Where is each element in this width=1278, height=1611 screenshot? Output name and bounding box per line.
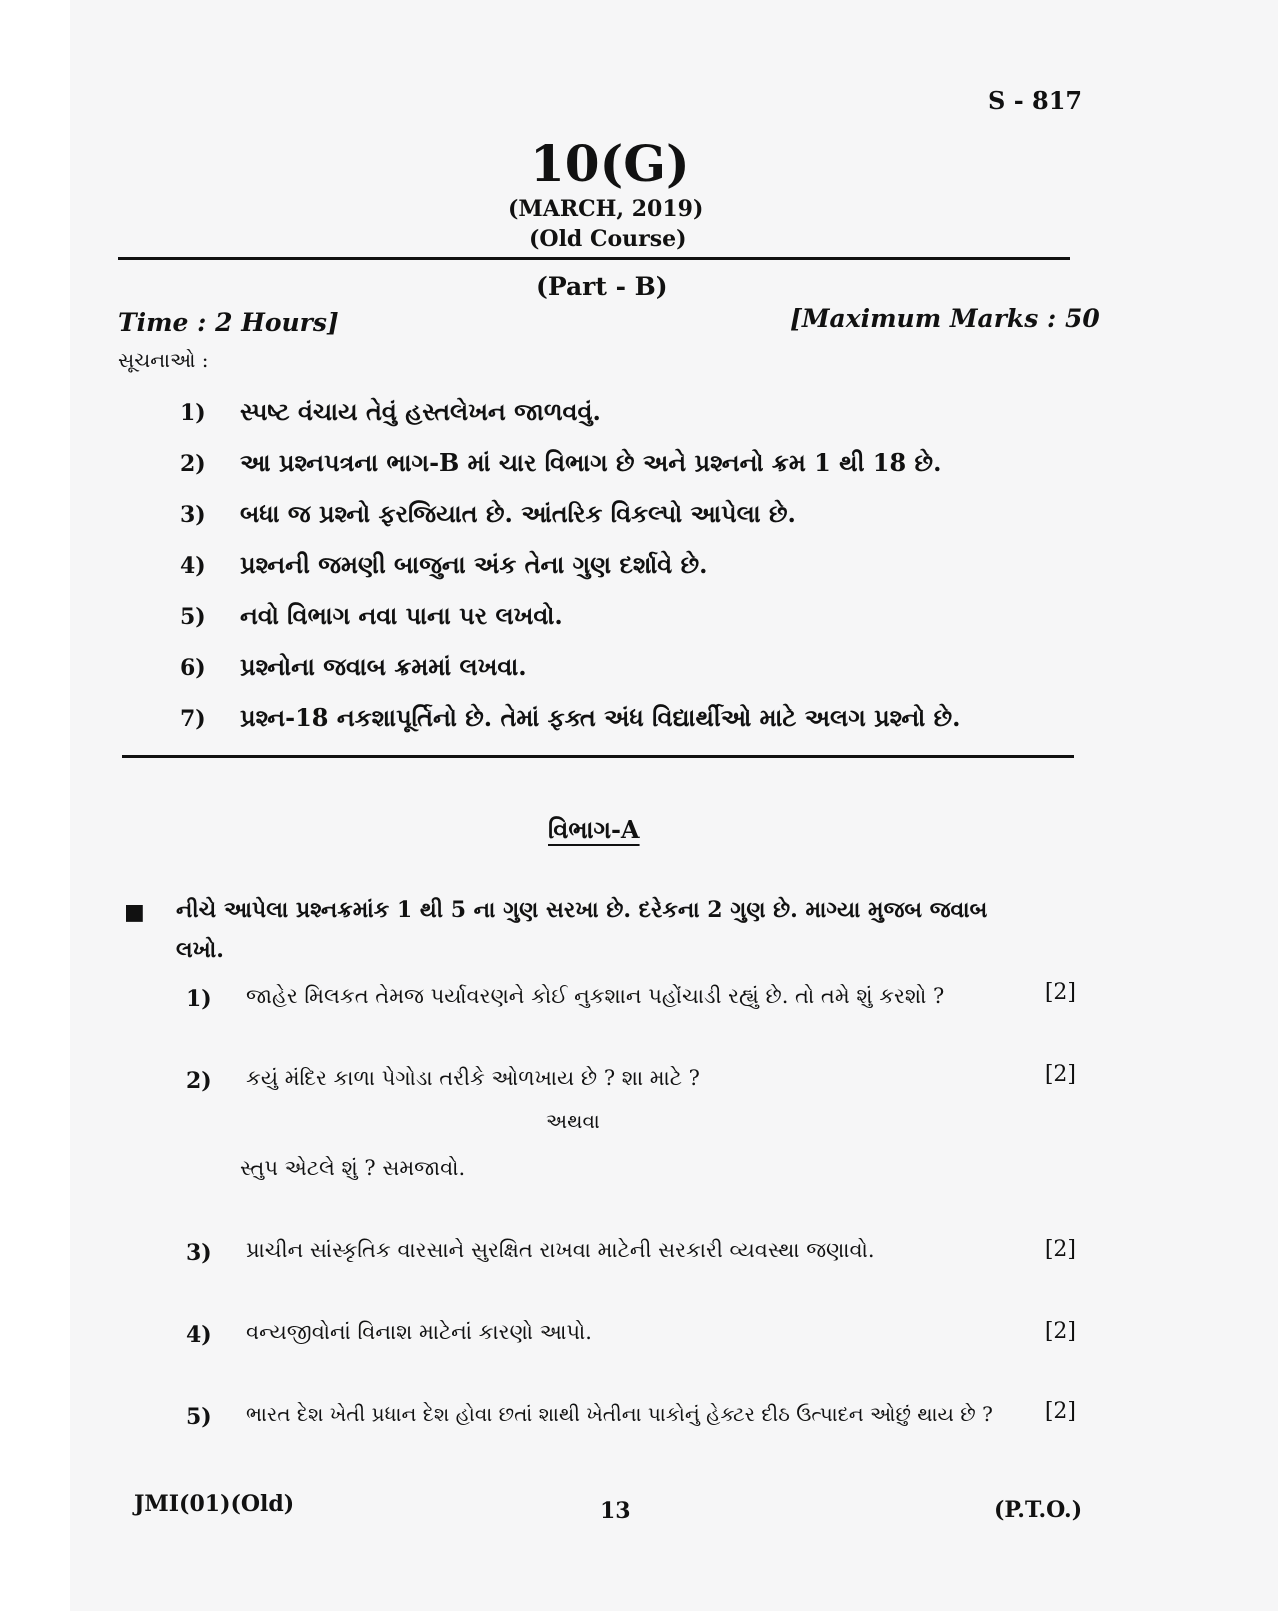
instruction-number: 2) [180,451,206,477]
instruction-number: 1) [180,400,206,426]
question-number: 5) [186,1404,212,1430]
max-marks-label: [Maximum Marks : 50 [790,304,1100,333]
question-marks: [2] [1044,1319,1076,1344]
exam-session: (MARCH, 2019) [508,196,704,222]
footer-code: JMI(01)(Old) [134,1491,295,1517]
section-title: વિભાગ-A [548,815,640,844]
question-number: 3) [186,1240,212,1266]
instruction-text: પ્રશ્ન-18 નકશાપૂર્તિનો છે. તેમાં ફક્ત અંધ વિદ્યાર્થીઓ માટે અલગ પ્રશ્નો છે. [240,703,961,732]
course-type: (Old Course) [529,226,687,252]
instruction-number: 3) [180,502,206,528]
time-label: Time : 2 Hours] [118,308,339,337]
question-marks: [2] [1044,1399,1076,1424]
pto-label: (P.T.O.) [994,1497,1083,1523]
question-number: 2) [186,1068,212,1094]
instruction-text: બધા જ પ્રશ્નો ફરજિયાત છે. આંતરિક વિકલ્પો આપેલા છે. [240,499,796,528]
instructions-heading: સૂચનાઓ : [118,348,209,372]
instruction-text: નવો વિભાગ નવા પાના પર લખવો. [240,601,563,630]
question-text: પ્રાચીન સાંસ્કૃતિક વારસાને સુરક્ષિત રાખવા માટેની સરકારી વ્યવસ્થા જણાવો. [246,1238,875,1262]
question-text: ભારત દેશ ખેતી પ્રધાન દેશ હોવા છતાં શાથી ખેતીના પાકોનું હેક્ટર દીઠ ઉત્પાદન ઓછું થાય છે ? [246,1402,993,1426]
instruction-text: પ્રશ્નોના જવાબ ક્રમમાં લખવા. [240,652,527,681]
section-intro-line1: નીચે આપેલા પ્રશ્નક્રમાંક 1 થી 5 ના ગુણ સરખા છે. દરેકના 2 ગુણ છે. માગ્યા મુજબ જવાબ [176,897,988,923]
part-label: (Part - B) [536,272,668,301]
instruction-number: 4) [180,553,206,579]
instruction-text: આ પ્રશ્નપત્રના ભાગ-B માં ચાર વિભાગ છે અને પ્રશ્નનો ક્રમ 1 થી 18 છે. [240,448,942,477]
instructions-rule-bottom [122,755,1074,758]
question-number: 4) [186,1322,212,1348]
section-bullet: ■ [124,900,145,925]
or-separator: અથવા [546,1109,600,1133]
section-intro-line2: લખો. [176,937,224,963]
question-text: જાહેર મિલકત તેમજ પર્યાવરણને કોઈ નુકશાન પહોંચાડી રહ્યું છે. તો તમે શું કરશો ? [246,984,945,1008]
subject-code: 10(G) [530,134,690,193]
page-number: 13 [600,1498,631,1524]
question-marks: [2] [1044,1237,1076,1262]
paper-code: S - 817 [988,86,1083,115]
question-text: વન્યજીવોનાં વિનાશ માટેનાં કારણો આપો. [246,1320,592,1344]
question-text: કયું મંદિર કાળા પેગોડા તરીકે ઓળખાય છે ? શા માટે ? [246,1066,700,1090]
question-marks: [2] [1044,1062,1076,1087]
instruction-number: 6) [180,655,206,681]
question-number: 1) [186,986,212,1012]
question-marks: [2] [1044,980,1076,1005]
instruction-text: સ્પષ્ટ વંચાય તેવું હસ્તલેખન જાળવવું. [240,397,601,426]
instruction-number: 7) [180,706,206,732]
instruction-text: પ્રશ્નની જમણી બાજુના અંક તેના ગુણ દર્શાવે છે. [240,550,708,579]
header-rule-top [118,257,1070,260]
alternate-question-text: સ્તુપ એટલે શું ? સમજાવો. [240,1156,466,1180]
instruction-number: 5) [180,604,206,630]
